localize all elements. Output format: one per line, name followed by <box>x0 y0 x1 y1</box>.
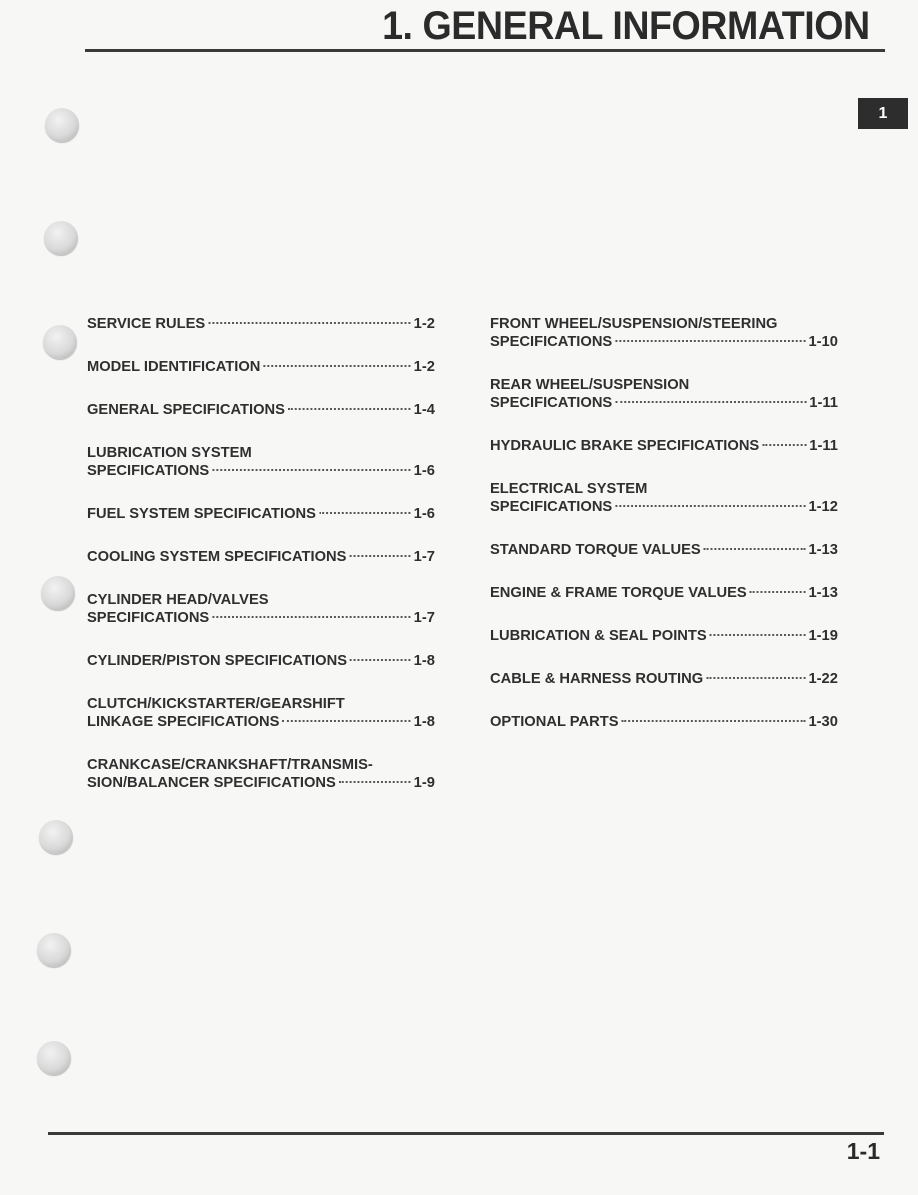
toc-label: SPECIFICATIONS <box>87 462 210 479</box>
page-title: 1. GENERAL INFORMATION <box>382 4 870 48</box>
toc-page: 1-4 <box>413 401 435 418</box>
leader-dots <box>750 590 806 593</box>
leader-dots <box>710 633 806 636</box>
binder-hole-icon <box>44 221 78 255</box>
leader-dots <box>615 400 806 403</box>
toc-label: CABLE & HARNESS ROUTING <box>490 670 704 687</box>
toc-entry-front-wheel-suspension-steering-specifications[interactable] <box>490 315 838 351</box>
toc-entry-crankcase-crankshaft-transmission-balancer-specifications[interactable] <box>87 756 435 792</box>
toc-entry-cooling-system-specifications[interactable] <box>87 548 435 566</box>
toc-entry-model-identification[interactable] <box>87 358 435 376</box>
toc-page: 1-7 <box>413 548 435 565</box>
toc-label-line1: CRANKCASE/CRANKSHAFT/TRANSMIS- <box>87 756 373 773</box>
toc-entry-service-rules[interactable] <box>87 315 435 333</box>
toc-label: COOLING SYSTEM SPECIFICATIONS <box>87 548 347 565</box>
binder-hole-icon <box>37 1041 71 1075</box>
toc-label: SPECIFICATIONS <box>490 498 613 515</box>
toc-label-line1: FRONT WHEEL/SUSPENSION/STEERING <box>490 315 778 332</box>
toc-entry-lubrication-system-specifications[interactable] <box>87 444 435 480</box>
toc-page: 1-2 <box>413 315 435 332</box>
toc-entry-general-specifications[interactable] <box>87 401 435 419</box>
leader-dots <box>706 676 805 679</box>
toc-label: HYDRAULIC BRAKE SPECIFICATIONS <box>490 437 760 454</box>
toc-label-line1: REAR WHEEL/SUSPENSION <box>490 376 690 393</box>
leader-dots <box>615 339 805 342</box>
toc-label: GENERAL SPECIFICATIONS <box>87 401 285 418</box>
toc-page: 1-2 <box>413 358 435 375</box>
toc-label: SPECIFICATIONS <box>490 394 613 411</box>
toc-entry-cable-harness-routing[interactable] <box>490 670 838 688</box>
toc-page: 1-7 <box>413 609 435 626</box>
toc-label: LINKAGE SPECIFICATIONS <box>87 713 280 730</box>
toc-entry-cylinder-piston-specifications[interactable] <box>87 652 435 670</box>
leader-dots <box>282 719 410 722</box>
leader-dots <box>319 511 411 514</box>
binder-hole-icon <box>39 820 73 854</box>
binder-hole-icon <box>37 933 71 967</box>
leader-dots <box>349 554 410 557</box>
leader-dots <box>762 443 806 446</box>
toc-label: LUBRICATION & SEAL POINTS <box>490 627 707 644</box>
toc-page: 1-22 <box>808 670 838 687</box>
toc-label: FUEL SYSTEM SPECIFICATIONS <box>87 505 316 522</box>
toc-label: STANDARD TORQUE VALUES <box>490 541 701 558</box>
toc-label: SPECIFICATIONS <box>490 333 613 350</box>
toc-page: 1-8 <box>413 713 435 730</box>
toc-label: ENGINE & FRAME TORQUE VALUES <box>490 584 747 601</box>
section-tab: 1 <box>858 98 908 129</box>
footer-rule <box>48 1132 884 1135</box>
binder-hole-icon <box>41 576 75 610</box>
leader-dots <box>621 719 805 722</box>
toc-entry-optional-parts[interactable] <box>490 713 838 731</box>
toc-entry-engine-frame-torque-values[interactable] <box>490 584 838 602</box>
toc-page: 1-8 <box>413 652 435 669</box>
toc-page: 1-19 <box>808 627 838 644</box>
leader-dots <box>263 364 410 367</box>
toc-left-column <box>87 315 442 817</box>
binder-hole-icon <box>43 325 77 359</box>
toc-page: 1-13 <box>808 584 838 601</box>
toc-label-line1: CLUTCH/KICKSTARTER/GEARSHIFT <box>87 695 345 712</box>
toc-entry-electrical-system-specifications[interactable] <box>490 480 838 516</box>
leader-dots <box>615 504 805 507</box>
leader-dots <box>212 468 411 471</box>
toc-page: 1-11 <box>809 437 838 454</box>
toc-entry-standard-torque-values[interactable] <box>490 541 838 559</box>
toc-right-column <box>490 315 845 756</box>
toc-label: SPECIFICATIONS <box>87 609 210 626</box>
binder-hole-icon <box>45 108 79 142</box>
toc-page: 1-11 <box>809 394 838 411</box>
leader-dots <box>212 615 411 618</box>
header-rule <box>85 49 885 52</box>
toc-entry-fuel-system-specifications[interactable] <box>87 505 435 523</box>
toc-page: 1-6 <box>413 462 435 479</box>
leader-dots <box>339 780 411 783</box>
toc-label: CYLINDER/PISTON SPECIFICATIONS <box>87 652 348 669</box>
leader-dots <box>704 547 806 550</box>
toc-label-line1: ELECTRICAL SYSTEM <box>490 480 648 497</box>
toc-entry-lubrication-seal-points[interactable] <box>490 627 838 645</box>
toc-entry-rear-wheel-suspension-specifications[interactable] <box>490 376 838 412</box>
toc-entry-cylinder-head-valves-specifications[interactable] <box>87 591 435 627</box>
toc-entry-clutch-kickstarter-gearshift-linkage-specifications[interactable] <box>87 695 435 731</box>
toc-label: MODEL IDENTIFICATION <box>87 358 261 375</box>
toc-page: 1-13 <box>808 541 838 558</box>
leader-dots <box>288 407 411 410</box>
toc-label: OPTIONAL PARTS <box>490 713 619 730</box>
toc-page: 1-10 <box>808 333 838 350</box>
toc-page: 1-12 <box>808 498 838 515</box>
toc-page: 1-9 <box>413 774 435 791</box>
leader-dots <box>208 321 411 324</box>
toc-label-line1: CYLINDER HEAD/VALVES <box>87 591 269 608</box>
toc-entry-hydraulic-brake-specifications[interactable] <box>490 437 838 455</box>
toc-page: 1-6 <box>413 505 435 522</box>
toc-page: 1-30 <box>808 713 838 730</box>
toc-label-line1: LUBRICATION SYSTEM <box>87 444 252 461</box>
page-number: 1-1 <box>846 1138 880 1164</box>
toc-label: SERVICE RULES <box>87 315 206 332</box>
leader-dots <box>350 658 411 661</box>
toc-label: SION/BALANCER SPECIFICATIONS <box>87 774 336 791</box>
